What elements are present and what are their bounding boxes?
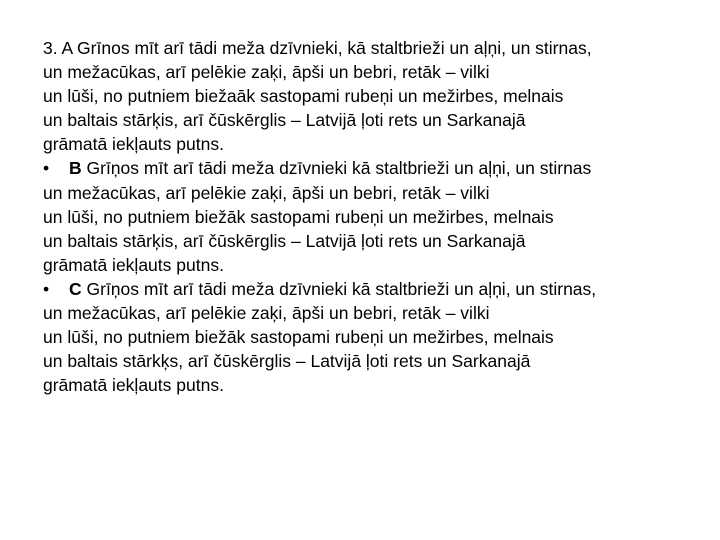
option-b-line: grāmatā iekļauts putns. [43,254,224,275]
option-b-first-line [43,156,703,180]
option-c-line: un mežacūkas, arī pelēkie zaķi, āpši un bebri, retāk – vilki [43,303,490,324]
option-b-line: un mežacūkas, arī pelēkie zaķi, āpši un bebri, retāk – vilki [43,182,490,203]
option-a-line: un mežacūkas, arī pelēkie zaķi, āpši un bebri, retāk – vilki [43,62,490,83]
option-a-line: un baltais stārķis, arī čūskērglis – Latvijā ļoti rets un Sarkanajā [43,110,526,131]
bullet-icon: • [43,278,50,299]
option-b-line: Grīņos mīt arī tādi meža dzīvnieki kā staltbrieži un aļņi, un stirnas [81,158,592,179]
option-b-line: un baltais stārķis, arī čūskērglis – Latvijā ļoti rets un Sarkanajā [43,230,526,251]
option-c-line: grāmatā iekļauts putns. [43,375,224,396]
option-b-line: un lūši, no putniem biežāk sastopami rubeņi un mežirbes, melnais [43,206,554,227]
bullet-icon: • [43,158,50,179]
option-a-line: grāmatā iekļauts putns. [43,134,224,155]
option-c-marker: C [69,278,82,299]
option-a-line: 3. A Grīnos mīt arī tādi meža dzīvnieki, kā staltbrieži un aļņi, un stirnas, [43,38,592,58]
option-c-line: un lūši, no putniem biežāk sastopami rubeņi un mežirbes, melnais [43,327,554,348]
option-c-first-line [43,277,703,301]
option-a-line: un lūši, no putniem biežaāk sastopami rubeņi un mežirbes, melnais [43,86,564,107]
option-c-line: un baltais stārkķs, arī čūskērglis – Latvijā ļoti rets un Sarkanajā [43,351,531,372]
text-block [43,36,703,397]
option-c-line: Grīņos mīt arī tādi meža dzīvnieki kā staltbrieži un aļņi, un stirnas, [81,278,597,299]
option-b-marker: B [69,158,82,179]
